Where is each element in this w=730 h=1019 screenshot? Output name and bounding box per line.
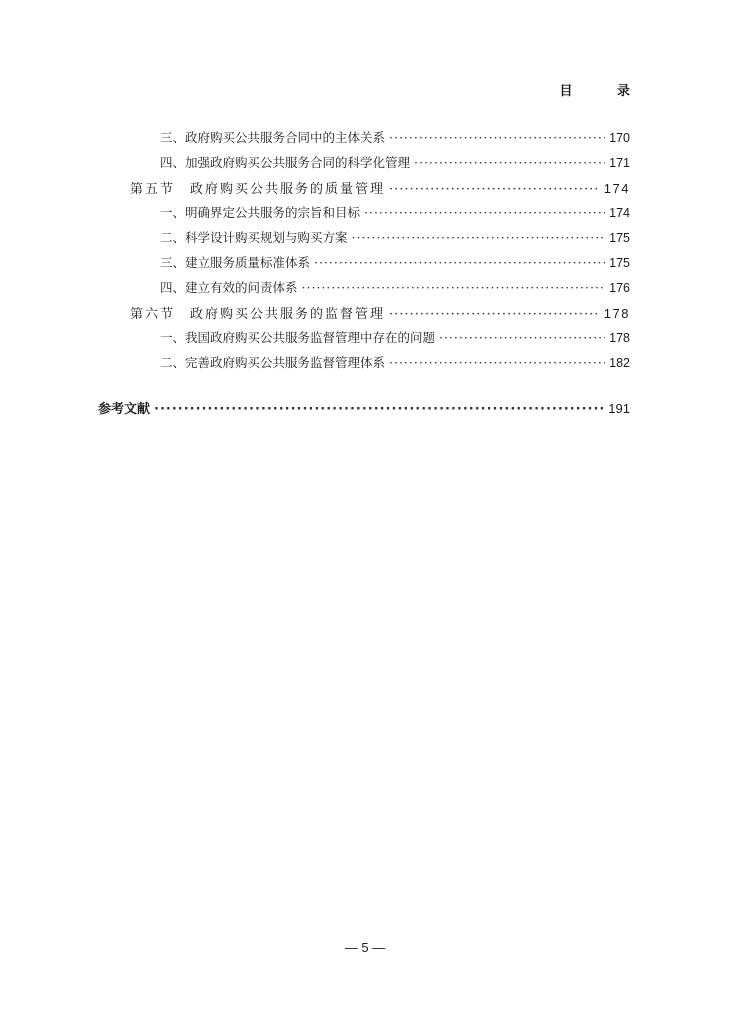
dot-leader — [389, 130, 605, 145]
running-header: 目 录 — [559, 84, 650, 99]
toc-entry[interactable] — [160, 278, 630, 296]
toc-section[interactable] — [130, 303, 630, 322]
toc-entry-title: 二、完善政府购买公共服务监督管理体系 — [160, 355, 386, 370]
toc-entry-page: 176 — [609, 281, 630, 295]
toc-entry-page: 175 — [609, 231, 630, 245]
dot-leader — [154, 402, 604, 417]
toc-references[interactable] — [98, 398, 630, 417]
toc-section-page: 174 — [603, 181, 630, 196]
toc-entry-page: 174 — [609, 206, 630, 220]
toc-entry[interactable] — [160, 328, 630, 346]
dot-leader — [302, 280, 606, 295]
dot-leader — [389, 182, 600, 197]
toc-section-title: 第六节 政府购买公共服务的监督管理 — [130, 307, 386, 322]
toc-entry-page: 175 — [609, 256, 630, 270]
toc-section-title: 第五节 政府购买公共服务的质量管理 — [130, 182, 386, 197]
dot-leader — [364, 205, 605, 220]
toc-entry-title: 三、政府购买公共服务合同中的主体关系 — [160, 130, 386, 145]
dot-leader — [439, 330, 605, 345]
toc-entry-page: 178 — [609, 331, 630, 345]
page-number: — 5 — — [344, 940, 386, 955]
dot-leader — [389, 307, 600, 322]
toc-entry-title: 三、建立服务质量标准体系 — [160, 255, 311, 270]
toc-entry-page: 171 — [609, 156, 630, 170]
toc-entry-page: 170 — [609, 131, 630, 145]
toc-entry[interactable] — [160, 128, 630, 146]
dot-leader — [389, 355, 605, 370]
dot-leader — [352, 230, 606, 245]
dot-leader — [314, 255, 605, 270]
toc-entry-title: 四、加强政府购买公共服务合同的科学化管理 — [160, 155, 411, 170]
toc-references-page: 191 — [608, 401, 630, 416]
toc-entry[interactable] — [160, 253, 630, 271]
toc-entry[interactable] — [160, 153, 630, 171]
toc-entry-title: 一、明确界定公共服务的宗旨和目标 — [160, 205, 361, 220]
toc-entry-title: 四、建立有效的问责体系 — [160, 280, 298, 295]
toc-entry-title: 一、我国政府购买公共服务监督管理中存在的问题 — [160, 330, 436, 345]
toc-entry-page: 182 — [609, 356, 630, 370]
toc-section[interactable] — [130, 178, 630, 197]
dot-leader — [414, 155, 605, 170]
toc-entry[interactable] — [160, 228, 630, 246]
toc-entry-title: 二、科学设计购买规划与购买方案 — [160, 230, 348, 245]
toc-section-page: 178 — [603, 306, 630, 321]
toc-entry[interactable] — [160, 353, 630, 371]
toc-references-title: 参考文献 — [98, 402, 151, 417]
toc-entry[interactable] — [160, 203, 630, 221]
